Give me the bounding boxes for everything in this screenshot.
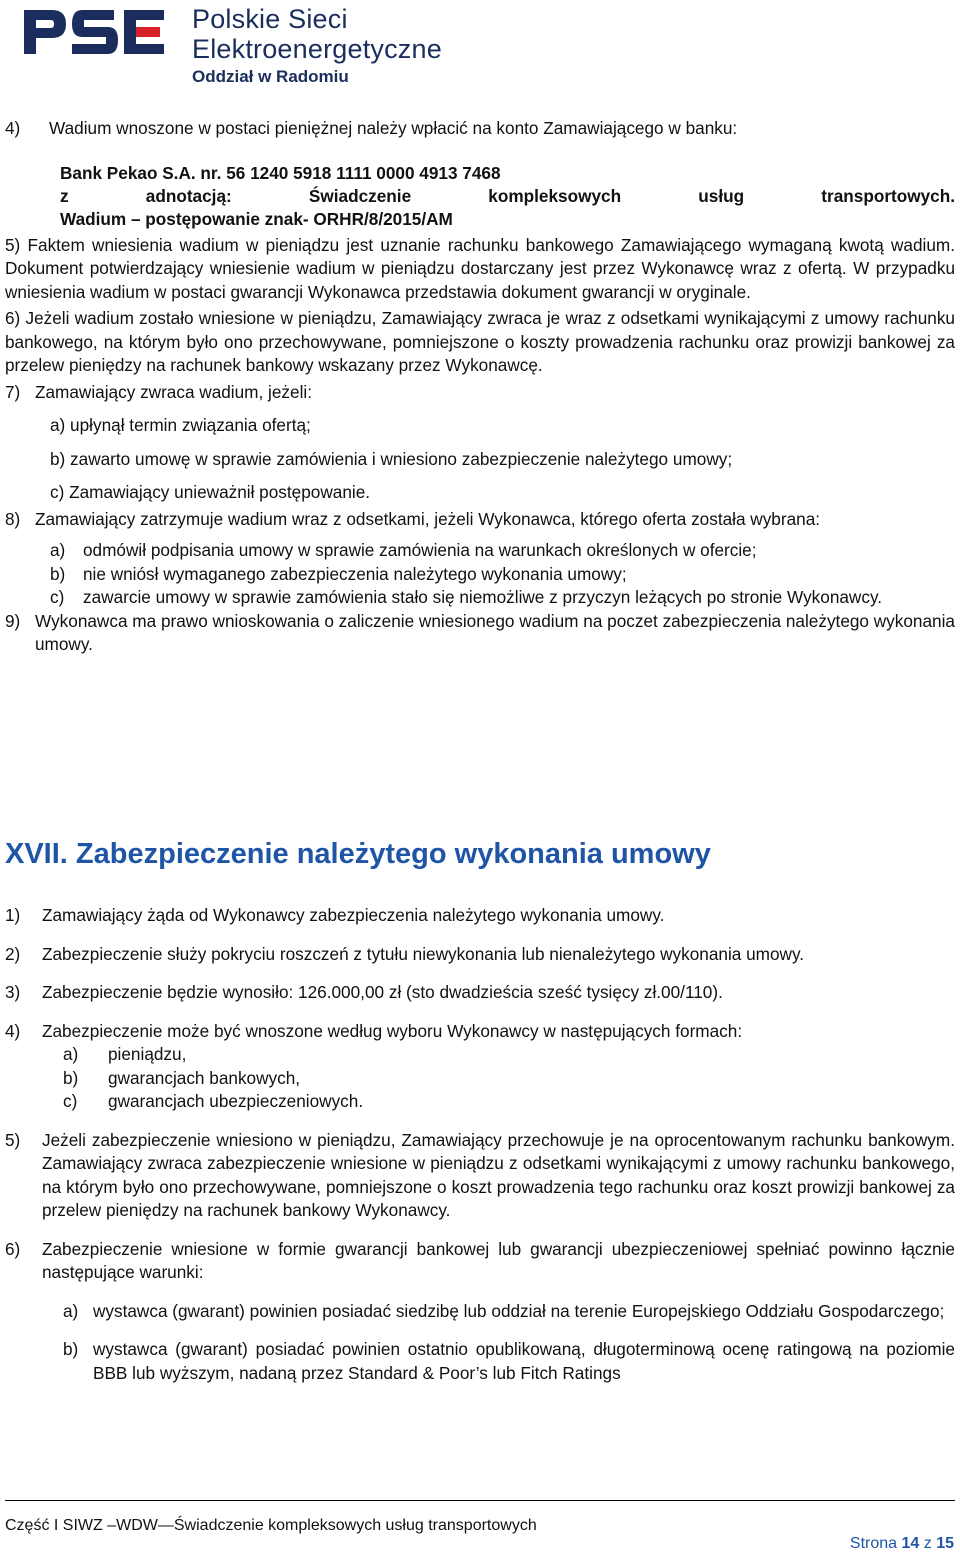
- point-number: 8): [5, 508, 21, 529]
- wadium-point-7-list: [5, 414, 955, 505]
- footer-divider: [5, 1500, 955, 1501]
- page-prefix: Strona: [849, 1535, 898, 1552]
- list-label: a): [63, 1300, 79, 1321]
- point-number: 3): [5, 982, 21, 1002]
- current-page: 14: [901, 1535, 920, 1552]
- section-point-2: [5, 943, 955, 967]
- list-item: [50, 563, 955, 587]
- pse-logo: [22, 4, 442, 86]
- point-text: Jeżeli zabezpieczenie wniesiono w pieniądzu, Zamawiający przechowuje je na oprocentowanym rachunku bankowym. Zamawiający zwraca zabezpieczenie wniesione w pieniądzu z odsetkami wynikającymi z umowy rachunku bankowego, na którym było ono przechowywane, pomniejszone o koszt prowadzenia tego rachunku oraz koszt prowizji bankowej za przelew pieniędzy na rachunek bankowy Wykonawcy.: [42, 1129, 955, 1220]
- footer-document-title: Część I SIWZ –WDW—Świadczenie kompleksowych usług transportowych: [5, 1517, 537, 1534]
- list-text: odmówił podpisania umowy w sprawie zamówienia na warunkach określonych w ofercie;: [83, 540, 757, 560]
- point-text: Wykonawca ma prawo wnioskowania o zaliczenie wniesionego wadium na poczet zabezpieczenia należytego wykonania umowy.: [35, 610, 955, 654]
- list-text: pieniądzu,: [108, 1044, 187, 1064]
- list-text: wystawca (gwarant) posiadać powinien ostatnio opublikowaną, długoterminową ocenę ratingową na poziomie BBB lub wyższym, nadaną przez Standard & Poor’s lub Fitch Ratings: [93, 1339, 955, 1383]
- list-text: wystawca (gwarant) powinien posiadać siedzibę lub oddział na terenie Europejskiego Oddziału Gospodarczego;: [93, 1300, 945, 1321]
- point-text: Zabezpieczenie będzie wynosiło: 126.000,00 zł (sto dwadzieścia sześć tysięcy zł.00/110).: [42, 982, 723, 1002]
- logo-company-line2: Elektroenergetyczne: [192, 34, 442, 64]
- list-label: a): [63, 1044, 79, 1064]
- wadium-point-7: [5, 381, 955, 405]
- wadium-point-9: [5, 610, 955, 657]
- bank-reference: Wadium – postępowanie znak- ORHR/8/2015/AM: [60, 208, 453, 229]
- point-number: 4): [5, 118, 21, 138]
- list-label: b): [63, 1067, 79, 1088]
- list-text: zawarcie umowy w sprawie zamówienia stało się niemożliwe z przyczyn leżących po stronie Wykonawcy.: [83, 587, 883, 607]
- total-pages: 15: [936, 1535, 954, 1552]
- section-point-1: [5, 904, 955, 928]
- list-item: [50, 539, 955, 563]
- point-text: Zabezpieczenie może być wnoszone według wyboru Wykonawcy w następujących formach:: [42, 1020, 743, 1041]
- bank-account: Bank Pekao S.A. nr. 56 1240 5918 1111 0000 4913 7468: [60, 162, 501, 183]
- point-number: 5): [5, 1129, 21, 1150]
- point-text: Wadium wnoszone w postaci pieniężnej należy wpłacić na konto Zamawiającego w banku:: [49, 118, 738, 138]
- section-body: [5, 904, 955, 1385]
- point-text: Zabezpieczenie wniesione w formie gwarancji bankowej lub gwarancji ubezpieczeniowej spełniać powinno łącznie następujące warunki:: [42, 1238, 955, 1282]
- point-number: 1): [5, 905, 21, 925]
- bank-details: [5, 162, 955, 231]
- point-number: 9): [5, 610, 21, 631]
- pse-logo-icon: [22, 4, 167, 60]
- document-body: [5, 117, 955, 657]
- section-point-4: [5, 1020, 955, 1044]
- wadium-point-5: 5) Faktem wniesienia wadium w pieniądzu jest uznanie rachunku bankowego Zamawiającego wymaganą kwotą wadium. Dokument potwierdzający wniesienie wadium w pieniądzu dostarczany jest przez Wykonawcę wraz z ofertą. W przypadku wniesienia wadium w postaci gwarancji Wykonawca przedstawia dokument gwarancji w oryginale.: [5, 234, 955, 302]
- point-number: 6): [5, 1238, 21, 1259]
- list-text: gwarancjach ubezpieczeniowych.: [108, 1091, 364, 1111]
- point-number: 4): [5, 1020, 21, 1041]
- list-item: [63, 1043, 955, 1067]
- section-heading: XVII. Zabezpieczenie należytego wykonania umowy: [5, 838, 711, 870]
- list-label: b): [63, 1339, 79, 1359]
- point-text: Zamawiający zwraca wadium, jeżeli:: [35, 381, 312, 402]
- list-label: c): [50, 587, 65, 607]
- list-item: b) zawarto umowę w sprawie zamówienia i wniesiono zabezpieczenie należytego umowy;: [50, 448, 733, 469]
- wadium-point-6: 6) Jeżeli wadium zostało wniesione w pieniądzu, Zamawiający zwraca je wraz z odsetkami wynikającymi z umowy rachunku bankowego, na którym było ono przechowywane, pomniejszone o koszty prowadzenia rachunku oraz prowizji bankowej za przelew pieniędzy na rachunek bankowy wskazany przez Wykonawcę.: [5, 308, 955, 375]
- list-item: c) Zamawiający unieważnił postępowanie.: [50, 482, 371, 502]
- point-text: Zamawiający żąda od Wykonawcy zabezpieczenia należytego wykonania umowy.: [42, 905, 665, 925]
- wadium-point-8: [5, 508, 955, 532]
- section-point-6: [5, 1238, 955, 1285]
- list-text: gwarancjach bankowych,: [108, 1067, 301, 1088]
- point-text: Zabezpieczenie służy pokryciu roszczeń z tytułu niewykonania lub nienależytego wykonania umowy.: [42, 943, 805, 964]
- point-text: Zamawiający zatrzymuje wadium wraz z odsetkami, jeżeli Wykonawca, którego oferta została wybrana:: [35, 508, 821, 529]
- list-item: [63, 1300, 955, 1324]
- list-label: a): [50, 540, 66, 560]
- list-item: [63, 1067, 955, 1091]
- list-label: c): [63, 1091, 78, 1111]
- point-number: 2): [5, 943, 21, 964]
- wadium-point-4: [5, 117, 955, 141]
- list-item: a) upłynął termin związania ofertą;: [50, 415, 311, 435]
- guarantee-conditions-list: [5, 1300, 955, 1386]
- wadium-point-8-list: [5, 539, 955, 610]
- logo-company-line1: Polskie Sieci: [192, 4, 348, 34]
- page-number: [850, 1535, 954, 1553]
- page-separator: z: [923, 1535, 932, 1552]
- list-text: nie wniósł wymaganego zabezpieczenia należytego wykonania umowy;: [83, 563, 627, 584]
- security-forms-list: [5, 1043, 955, 1114]
- bank-annotation: z adnotacją: Świadczenie kompleksowych usług transportowych.: [60, 185, 955, 206]
- logo-branch: Oddział w Radomiu: [192, 67, 349, 86]
- list-item: [63, 1338, 955, 1385]
- list-label: b): [50, 563, 66, 584]
- section-point-5: [5, 1129, 955, 1223]
- section-point-3: [5, 981, 955, 1005]
- point-number: 7): [5, 381, 21, 402]
- list-item: [63, 1090, 955, 1114]
- list-item: [50, 586, 955, 610]
